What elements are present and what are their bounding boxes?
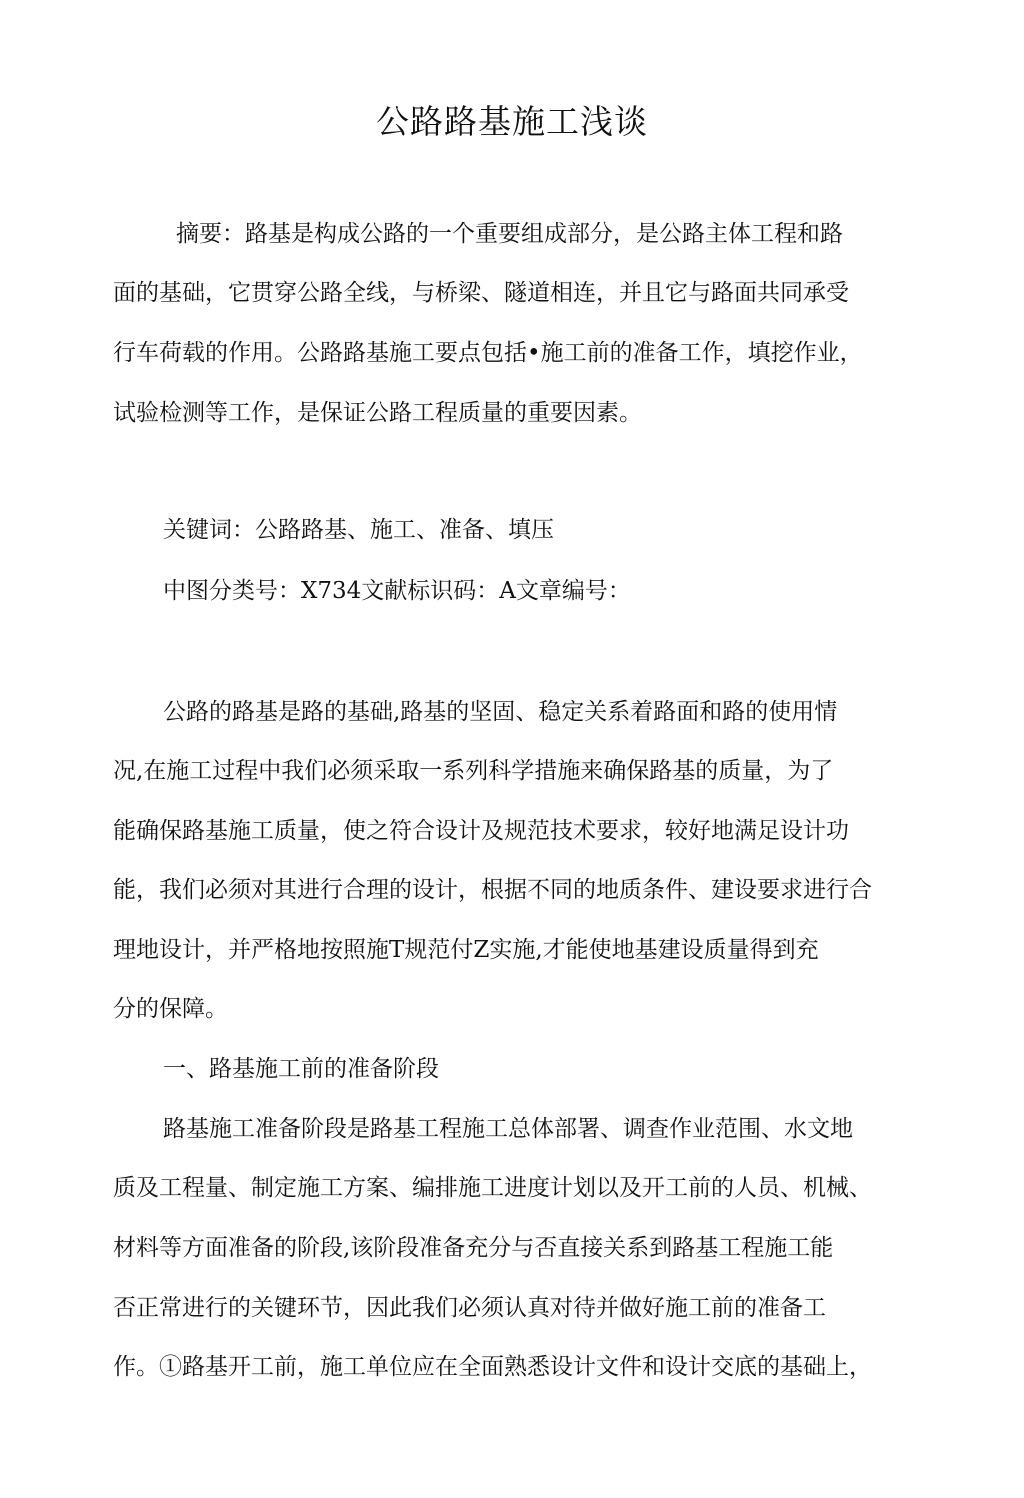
section-heading: 一、路基施工前的准备阶段 (163, 1056, 439, 1082)
section-line-2: 质及工程量、制定施工方案、编排施工进度计划以及开工前的人员、机械、 (113, 1175, 872, 1201)
abstract-line-2: 面的基础，它贯穿公路全线，与桥梁、隧道相连，并且它与路面共同承受 (113, 280, 849, 306)
body-line-1: 公路的路基是路的基础,路基的坚固、稳定关系着路面和路的使用情 (163, 699, 838, 725)
abstract-line-4: 试验检测等工作，是保证公路工程质量的重要因素。 (113, 400, 642, 426)
section-line-1: 路基施工准备阶段是路基工程施工总体部署、调查作业范围、水文地 (163, 1116, 853, 1142)
section-line-5: 作。①路基开工前，施工单位应在全面熟悉设计文件和设计交底的基础上， (113, 1354, 872, 1380)
body-line-6: 分的保障。 (113, 996, 228, 1022)
section-line-4: 否正常进行的关键环节，因此我们必须认真对待并做好施工前的准备工 (113, 1295, 826, 1321)
classification-line: 中图分类号：X734文献标识码：A文章编号： (163, 578, 631, 604)
abstract-line-1: 摘要：路基是构成公路的一个重要组成部分，是公路主体工程和路 (176, 221, 843, 247)
body-line-2: 况,在施工过程中我们必须采取一系列科学措施来确保路基的质量，为了 (113, 758, 834, 784)
keywords-line: 关键词：公路路基、施工、准备、填压 (163, 517, 554, 543)
body-line-4: 能，我们必须对其进行合理的设计，根据不同的地质条件、建设要求进行合 (113, 877, 872, 903)
body-line-5: 理地设计，并严格地按照施T规范付Z实施,才能使地基建设质量得到充 (113, 937, 819, 963)
abstract-line-3: 行车荷载的作用。公路路基施工要点包括•施工前的准备工作，填挖作业， (113, 340, 863, 366)
document-title: 公路路基施工浅谈 (376, 102, 648, 141)
section-line-3: 材料等方面准备的阶段,该阶段准备充分与否直接关系到路基工程施工能 (113, 1235, 834, 1261)
body-line-3: 能确保路基施工质量，使之符合设计及规范技术要求，较好地满足设计功 (113, 818, 849, 844)
